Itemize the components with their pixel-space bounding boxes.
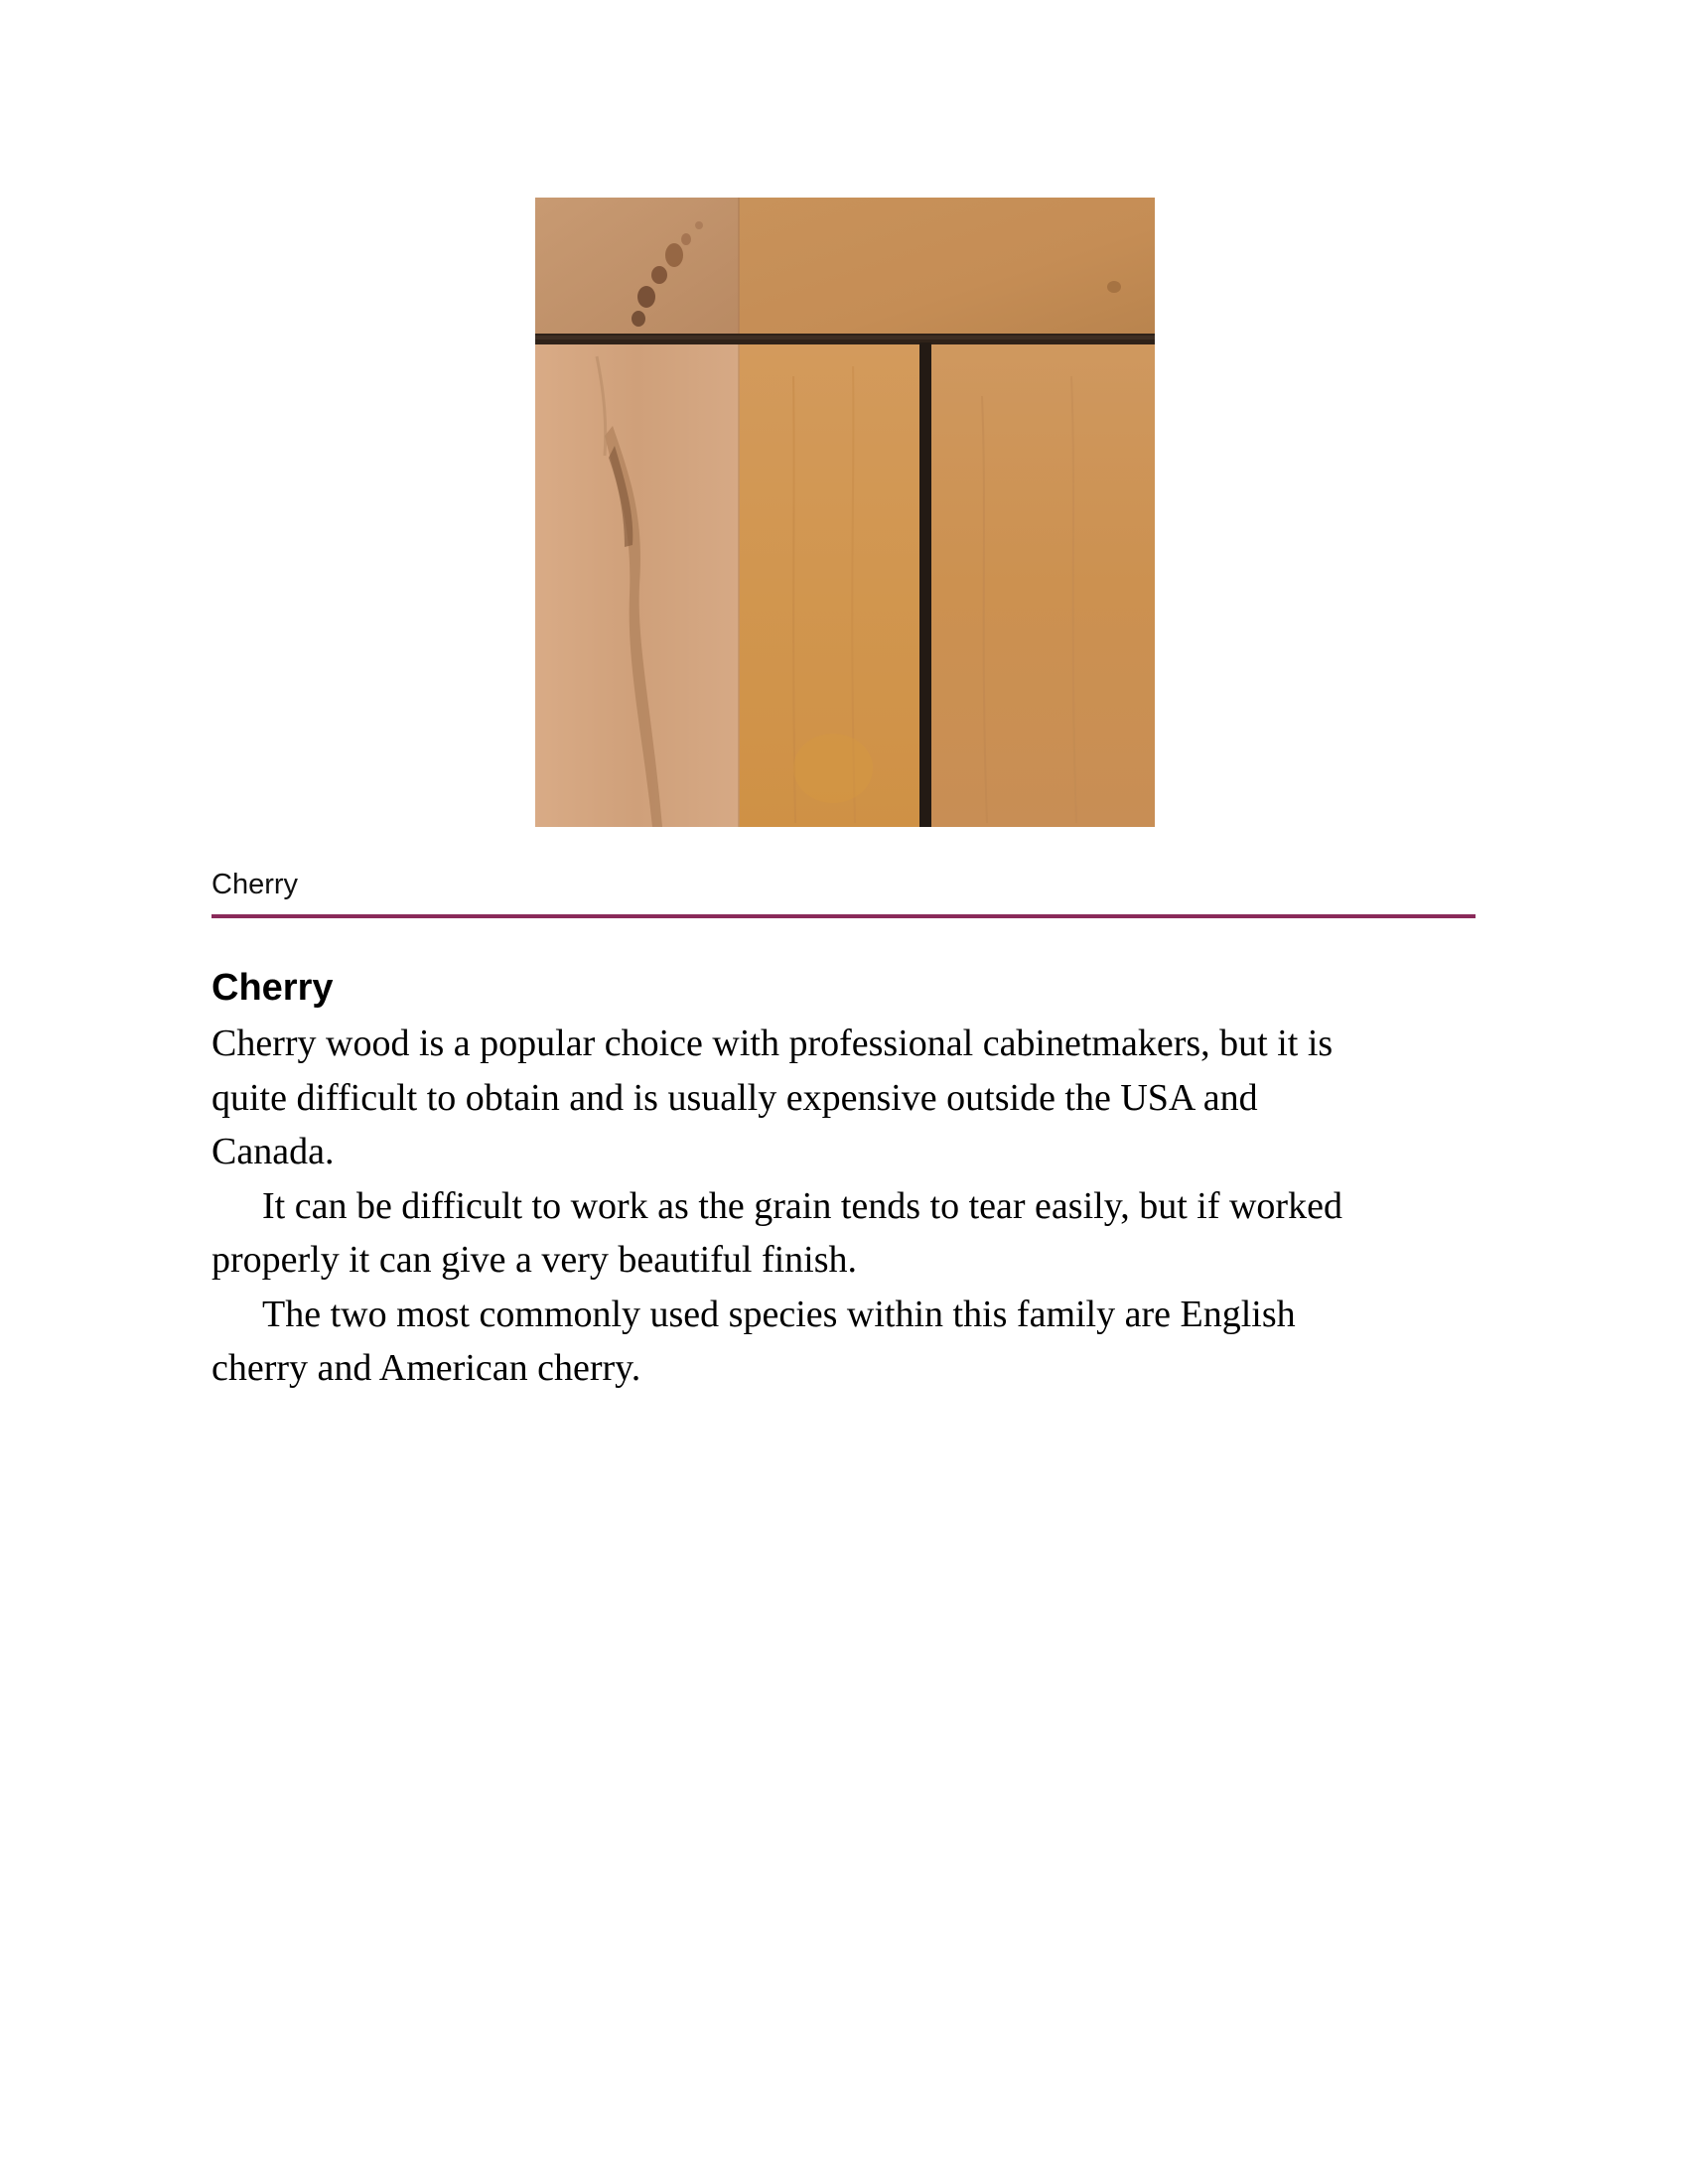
text-line: quite difficult to obtain and is usually expensive outside the USA and — [211, 1076, 1258, 1119]
paragraph — [211, 1017, 1502, 1179]
section-body — [211, 1017, 1502, 1396]
text-line: It can be difficult to work as the grain tends to tear easily, but if worked — [262, 1184, 1342, 1227]
text-line: Canada. — [211, 1131, 335, 1172]
paragraph — [211, 1288, 1502, 1396]
figure-caption: Cherry — [211, 869, 299, 900]
text-line: The two most commonly used species within this family are English — [262, 1293, 1296, 1335]
section-title: Cherry — [211, 967, 334, 1009]
divider-rule — [211, 914, 1476, 918]
text-line: cherry and American cherry. — [211, 1347, 641, 1389]
text-line: Cherry wood is a popular choice with professional cabinetmakers, but it is — [211, 1023, 1334, 1064]
text-line: properly it can give a very beautiful finish. — [211, 1239, 858, 1281]
cherry-wood-photo — [535, 198, 1155, 827]
paragraph — [211, 1179, 1502, 1288]
